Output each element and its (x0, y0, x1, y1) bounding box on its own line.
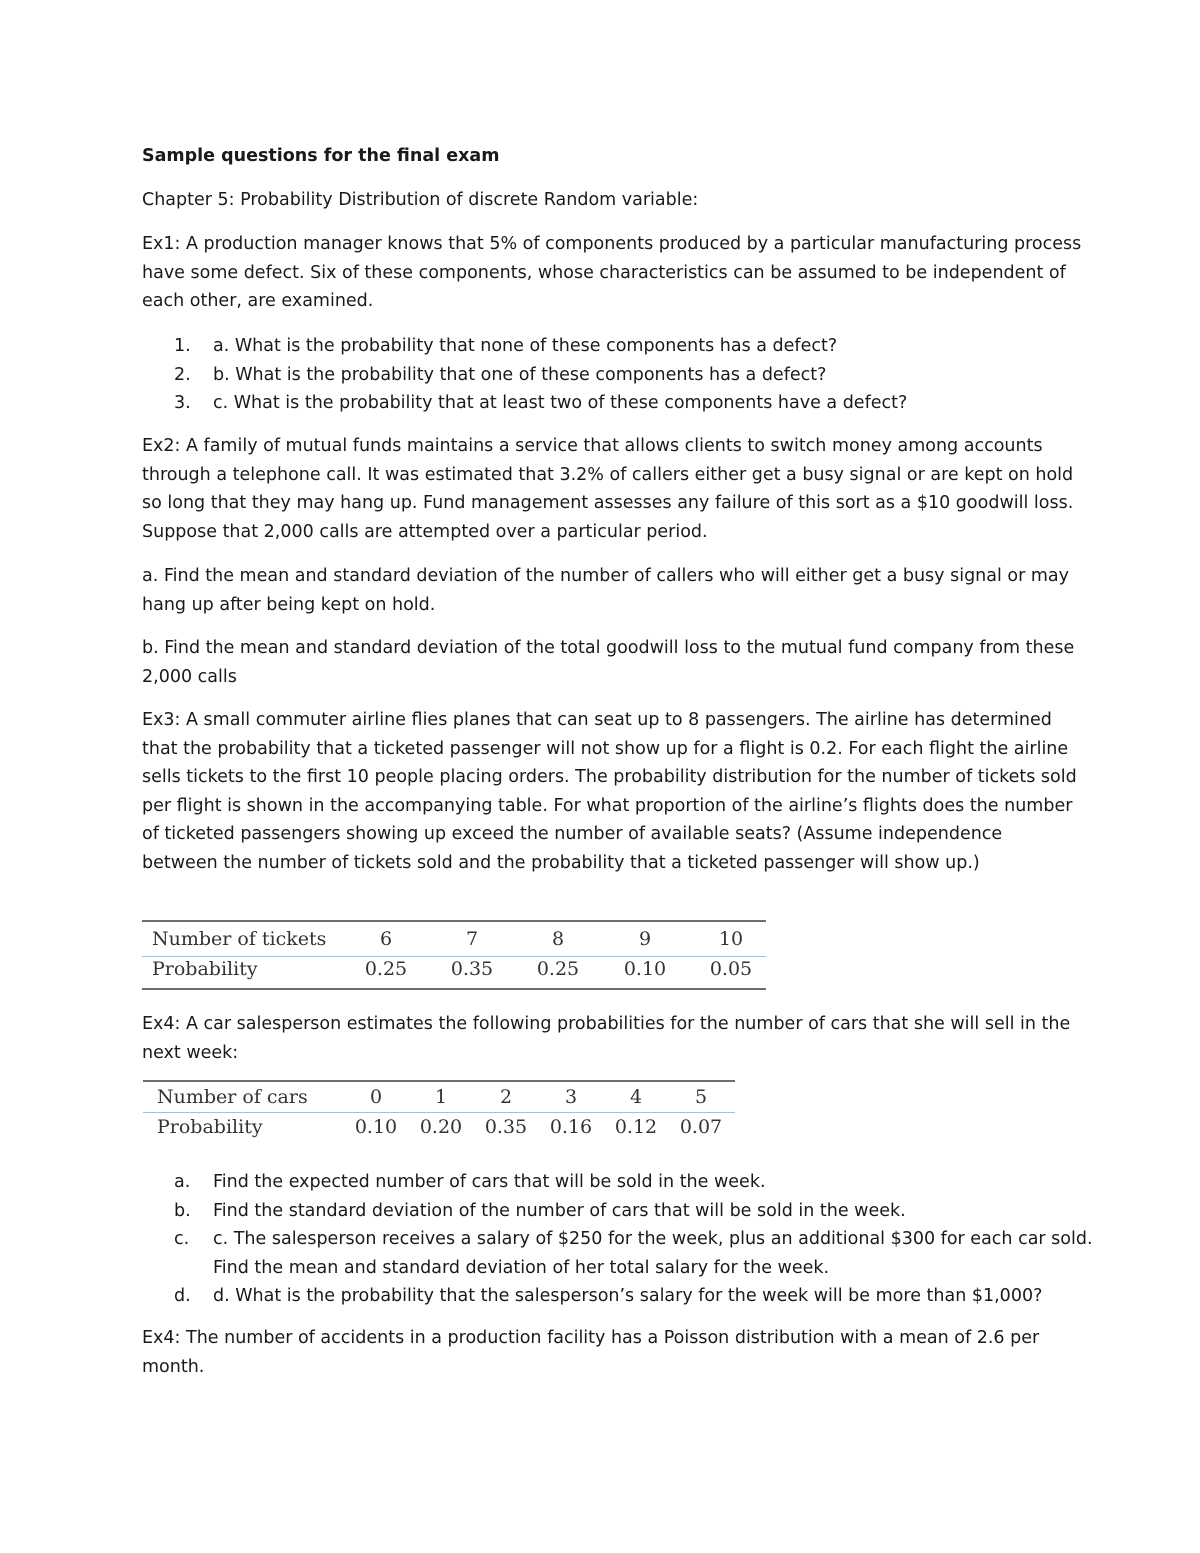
table-cell: 6 (379, 928, 393, 950)
table-cell: 0.12 (614, 1116, 658, 1138)
table-cell: 0.25 (536, 958, 580, 980)
table-cell: 0.10 (623, 958, 667, 980)
table-cell: 0 (369, 1086, 383, 1108)
cars-table (143, 1080, 735, 1138)
list-item: 3. c. What is the probability that at least two of these components have a defect? (174, 393, 908, 414)
table-cell: 9 (638, 928, 652, 950)
table-bottom-rule (142, 988, 766, 990)
table-row (143, 1112, 735, 1142)
ex2-part-a: a. Find the mean and standard deviation of the number of callers who will either get a busy signal or may hang up after being kept on hold. (142, 566, 1070, 615)
ex2-part-b: b. Find the mean and standard deviation of the total goodwill loss to the mutual fund company from these 2,000 calls (142, 638, 1075, 687)
ex4-text: Ex4: A car salesperson estimates the following probabilities for the number of cars that she will sell in the next week: (142, 1014, 1071, 1063)
ex4-question-list (142, 1168, 1102, 1311)
table-cell: 2 (499, 1086, 513, 1108)
table-cell: 8 (551, 928, 565, 950)
document-title: Sample questions for the final exam (142, 146, 500, 166)
list-item: 1. a. What is the probability that none of these components has a defect? (174, 336, 838, 356)
table-cell: 0.35 (450, 958, 494, 980)
row-label: Number of cars (157, 1086, 308, 1108)
table-row (142, 924, 766, 954)
table-cell: 0.20 (419, 1116, 463, 1138)
list-item: c. c. The salesperson receives a salary of $250 for the week, plus an additional $300 for each car sold. Find the mean and standard deviation of her total salary for the week. (174, 1229, 1093, 1278)
table-cell: 5 (694, 1086, 708, 1108)
table-row (142, 954, 766, 984)
list-item: a. Find the expected number of cars that will be sold in the week. (174, 1172, 766, 1192)
ex1-question-list (142, 332, 1102, 418)
table-cell: 0.10 (354, 1116, 398, 1138)
row-label: Probability (152, 958, 258, 980)
table-cell: 0.05 (709, 958, 753, 980)
list-item: 2. b. What is the probability that one of these components has a defect? (174, 364, 827, 385)
table-cell: 0.16 (549, 1116, 593, 1138)
row-label: Number of tickets (152, 928, 327, 950)
table-cell: 0.07 (679, 1116, 723, 1138)
table-cell: 1 (434, 1086, 448, 1108)
ex1-text: Ex1: A production manager knows that 5% of components produced by a particular manufacturing process have some defect. Six of these components, whose characteristics can be assumed to be independent of each other, are examined. (142, 234, 1082, 312)
table-cell: 10 (718, 928, 744, 950)
ex2-text: Ex2: A family of mutual funds maintains a service that allows clients to switch money among accounts through a telephone call. It was estimated that 3.2% of callers either get a busy signal or are kept on hold so long that they may hang up. Fund management assesses any failure of this sort as a $10 goodwill loss. Suppose that 2,000 calls are attempted over a particular period. (142, 436, 1074, 542)
ex3-text: Ex3: A small commuter airline flies planes that can seat up to 8 passengers. The airline has determined that the probability that a ticketed passenger will not show up for a flight is 0.2. For each flight the airline sells tickets to the first 10 people placing orders. The probability distribution for the number of tickets sold per flight is shown in the accompanying table. For what proportion of the airline’s flights does the number of ticketed passengers showing up exceed the number of available seats? (Assume independence between the number of tickets sold and the probability that a ticketed passenger will show up.) (142, 710, 1077, 873)
tickets-table (142, 920, 766, 990)
table-cell: 0.25 (364, 958, 408, 980)
table-cell: 3 (564, 1086, 578, 1108)
list-item: d. d. What is the probability that the salesperson’s salary for the week will be more than $1,000? (174, 1286, 1043, 1307)
list-item: b. Find the standard deviation of the number of cars that will be sold in the week. (174, 1200, 906, 1221)
chapter-heading: Chapter 5: Probability Distribution of discrete Random variable: (142, 190, 699, 210)
table-top-rule (142, 920, 766, 922)
table-cell: 0.35 (484, 1116, 528, 1138)
row-label: Probability (157, 1116, 263, 1138)
table-row (143, 1082, 735, 1112)
table-cell: 4 (629, 1086, 643, 1108)
table-cell: 7 (465, 928, 479, 950)
ex5-text: Ex4: The number of accidents in a production facility has a Poisson distribution with a mean of 2.6 per month. (142, 1328, 1040, 1377)
